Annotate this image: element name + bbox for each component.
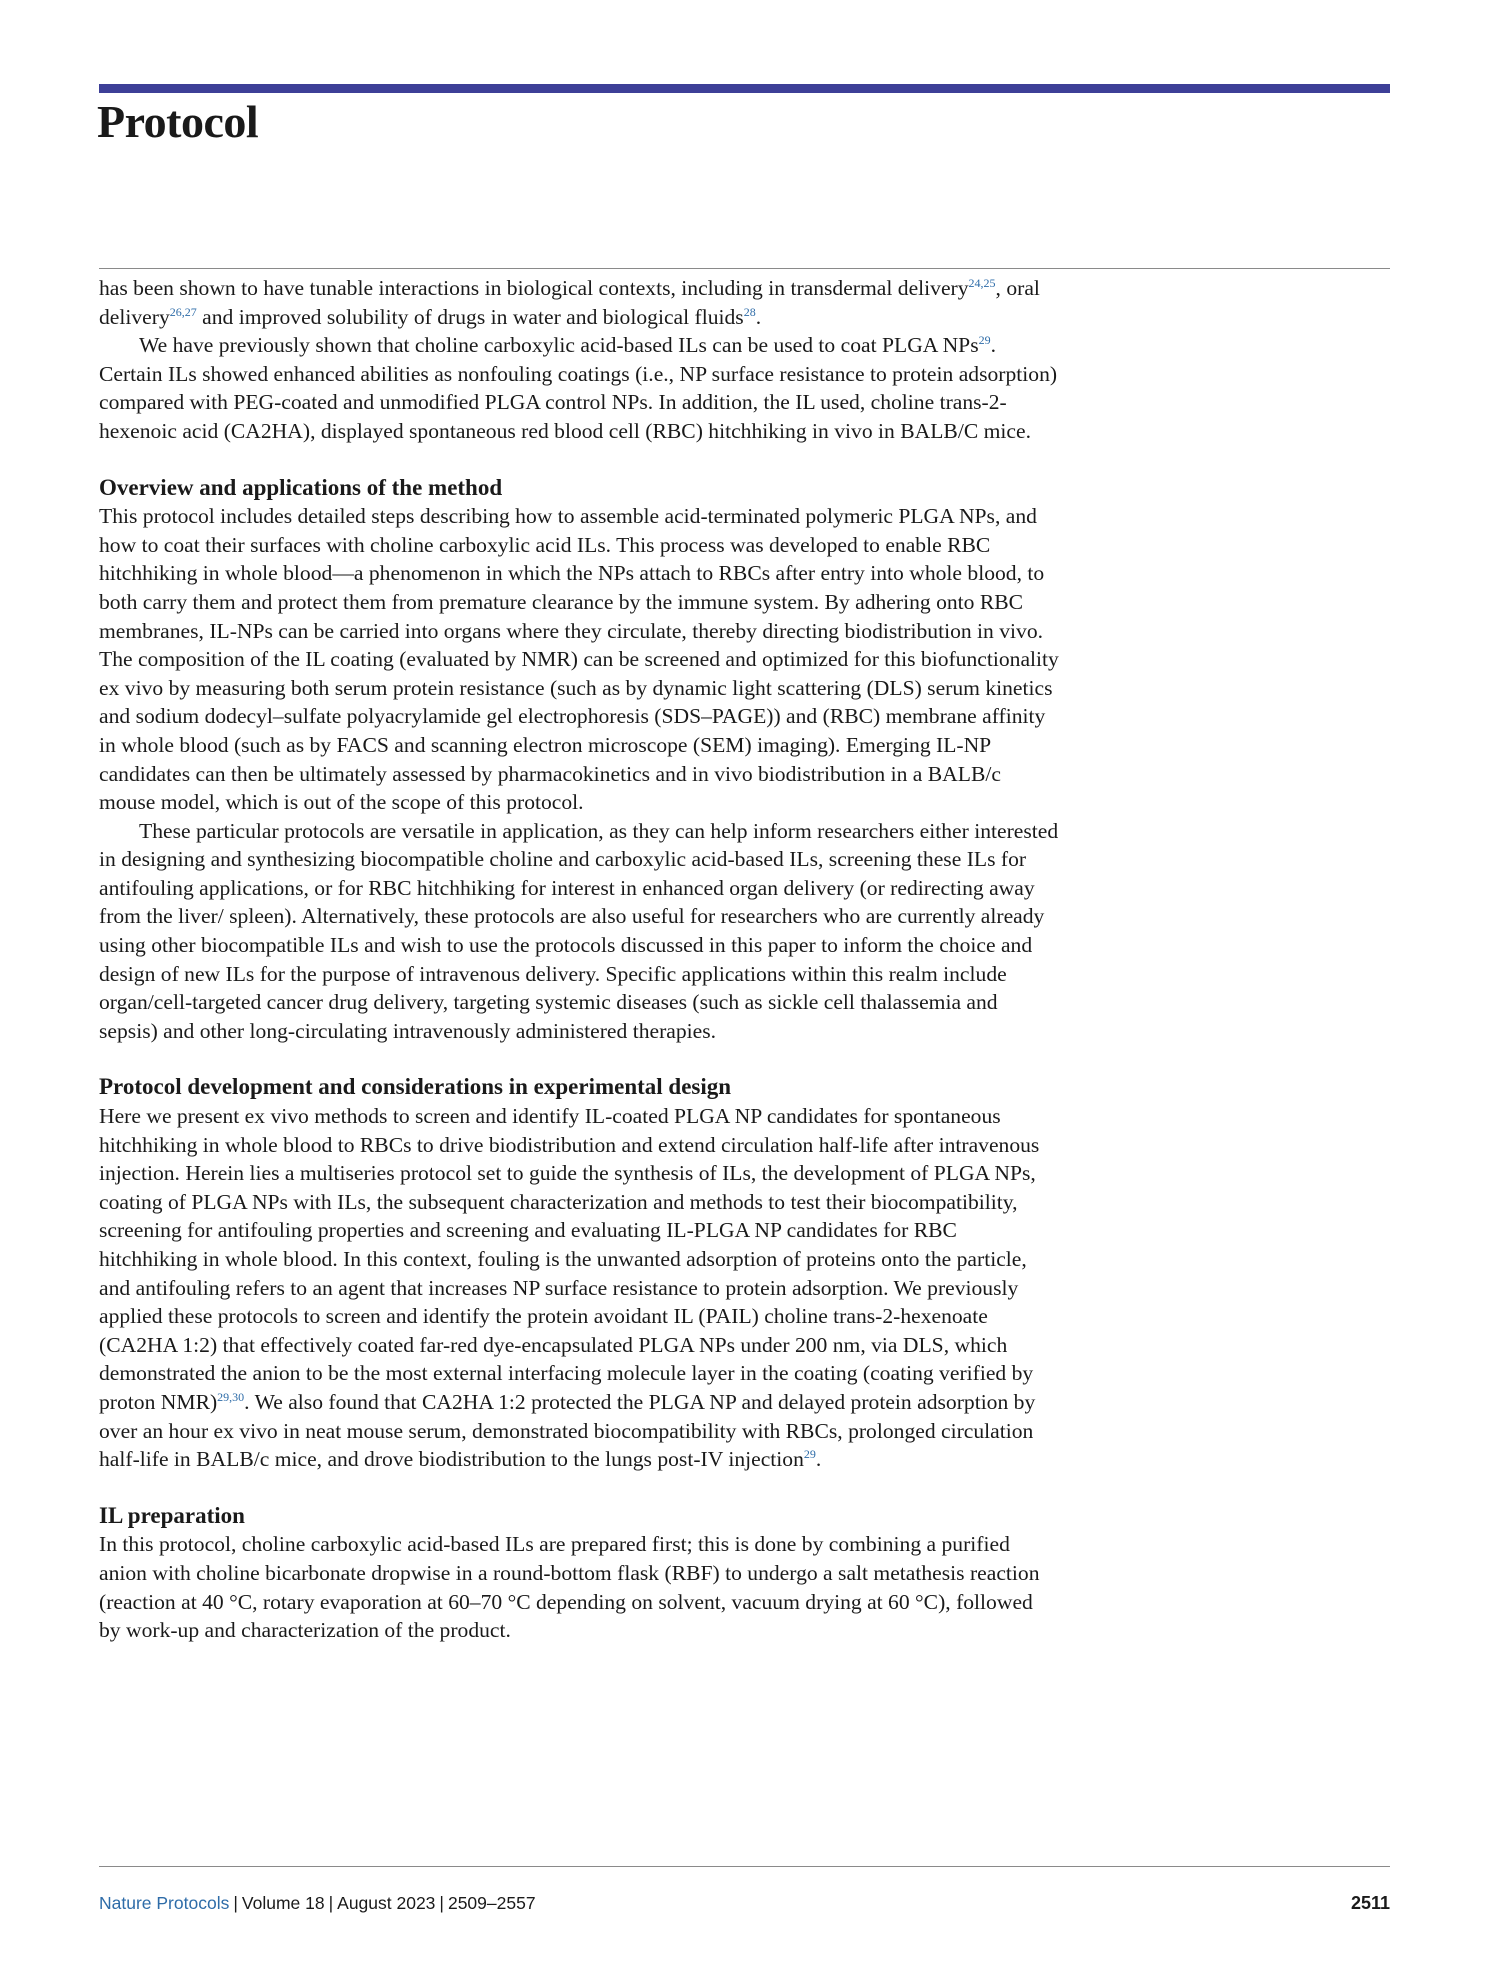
journal-volume: Volume 18 <box>241 1893 325 1913</box>
paragraph: This protocol includes detailed steps describing how to assemble acid-terminated polymeric PLGA NPs, and how to coat their surfaces with choline carboxylic acid ILs. This process was developed to enable RBC hitchhiking in whole blood—a phenomenon in which the NPs attach to RBCs after entry into whole blood, to both carry them and protect them from premature clearance by the immune system. By adhering onto RBC membranes, IL-NPs can be carried into organs where they circulate, thereby directing biodistribution in vivo. The composition of the IL coating (evaluated by NMR) can be screened and optimized for this biofunctionality ex vivo by measuring both serum protein resistance (such as by dynamic light scattering (DLS) serum kinetics and sodium dodecyl–sulfate polyacrylamide gel electrophoresis (SDS–PAGE)) and (RBC) membrane affinity in whole blood (such as by FACS and scanning electron microscope (SEM) imaging). Emerging IL-NP candidates can then be ultimately assessed by pharmacokinetics and in vivo biodistribution in a BALB/c mouse model, which is out of the scope of this protocol. <box>99 504 1059 815</box>
section-label: Protocol <box>97 96 259 147</box>
citation-link[interactable]: 29,30 <box>217 1389 245 1404</box>
citation-link[interactable]: 29 <box>803 1446 816 1461</box>
footer-separator: | <box>328 1893 334 1913</box>
citation-link[interactable]: 26,27 <box>169 304 197 319</box>
section-heading: Overview and applications of the method <box>99 474 503 500</box>
citation-link[interactable]: 29 <box>978 333 991 347</box>
page-number: 2511 <box>1350 1893 1390 1913</box>
paragraph: These particular protocols are versatile in application, as they can help inform researchers either interested in designing and synthesizing biocompatible choline and carboxylic acid-based ILs, screening these ILs for antifouling applications, or for RBC hitchhiking for interest in enhanced organ delivery (or redirecting away from the liver/ spleen). Alternatively, these protocols are also useful for researchers who are currently already using other biocompatible ILs and wish to use the protocols discussed in this paper to inform the choice and design of new ILs for the purpose of intravenous delivery. Specific applications within this realm include organ/cell-targeted cancer drug delivery, targeting systemic diseases (such as sickle cell thalassemia and sepsis) and other long-circulating intravenously administered therapies. <box>99 818 1059 1043</box>
footer-divider <box>99 1866 1390 1867</box>
header-accent-bar <box>99 84 1390 93</box>
publication-date: August 2023 <box>337 1893 436 1913</box>
paragraph: Here we present ex vivo methods to screen and identify IL-coated PLGA NP candidates for spontaneous hitchhiking in whole blood to RBCs to drive biodistribution and extend circulation half-life after intravenous injection. Herein lies a multiseries protocol set to guide the synthesis of ILs, the development of PLGA NPs, coating of PLGA NPs with ILs, the subsequent characterization and methods to test their biocompatibility, screening for antifouling properties and screening and evaluating IL-PLGA NP candidates for RBC hitchhiking in whole blood. In this context, fouling is the unwanted adsorption of proteins onto the particle, and antifouling refers to an agent that increases NP surface resistance to protein adsorption. We previously applied these protocols to screen and identify the protein avoidant IL (PAIL) choline trans-2-hexenoate (CA2HA 1:2) that effectively coated far-red dye-encapsulated PLGA NPs under 200 nm, via DLS, which demonstrated the anion to be the most external interfacing molecule layer in the coating (coating verified by proton NMR)$^{29,30}$. We also found that CA2HA 1:2 protected the PLGA NP and delayed protein adsorption by over an hour ex vivo in neat mouse serum, demonstrated biocompatibility with RBCs, prolonged circulation half-life in BALB/c mice, and drove biodistribution to the lungs post-IV injection$^{29}$. <box>99 1104 1040 1472</box>
section-heading: IL preparation <box>99 1502 245 1528</box>
paragraph: In this protocol, choline carboxylic acid-based ILs are prepared first; this is done by combining a purified anion with choline bicarbonate dropwise in a round-bottom flask (RBF) to undergo a salt metathesis reaction (reaction at 40 °C, rotary evaporation at 60–70 °C depending on solvent, vacuum drying at 60 °C), followed by work-up and characterization of the product. <box>99 1532 1040 1643</box>
page-range: 2509–2557 <box>447 1893 536 1913</box>
article-body <box>99 274 1059 1645</box>
footer-separator: | <box>439 1893 444 1913</box>
section-heading: Protocol development and considerations in experimental design <box>99 1074 732 1100</box>
footer-separator: | <box>233 1893 238 1913</box>
header-divider <box>99 268 1390 269</box>
citation-link[interactable]: 24,25 <box>968 275 996 290</box>
page-footer <box>99 1893 1390 1914</box>
paragraph: We have previously shown that choline carboxylic acid-based ILs can be used to coat PLGA NPs$^{29}$. Certain ILs showed enhanced abilities as nonfouling coatings (i.e., NP surface resistance to protein adsorption) compared with PEG-coated and unmodified PLGA control NPs. In addition, the IL used, choline trans-2-hexenoic acid (CA2HA), displayed spontaneous red blood cell (RBC) hitchhiking in vivo in BALB/C mice. <box>99 333 1058 443</box>
journal-name[interactable]: Nature Protocols <box>99 1893 230 1913</box>
citation-link[interactable]: 28 <box>743 304 756 319</box>
paragraph: has been shown to have tunable interactions in biological contexts, including in transdermal delivery$^{24,25}$, oral delivery$^{26,27}$ and improved solubility of drugs in water and biological fluids$^{28}$. <box>99 275 1040 329</box>
